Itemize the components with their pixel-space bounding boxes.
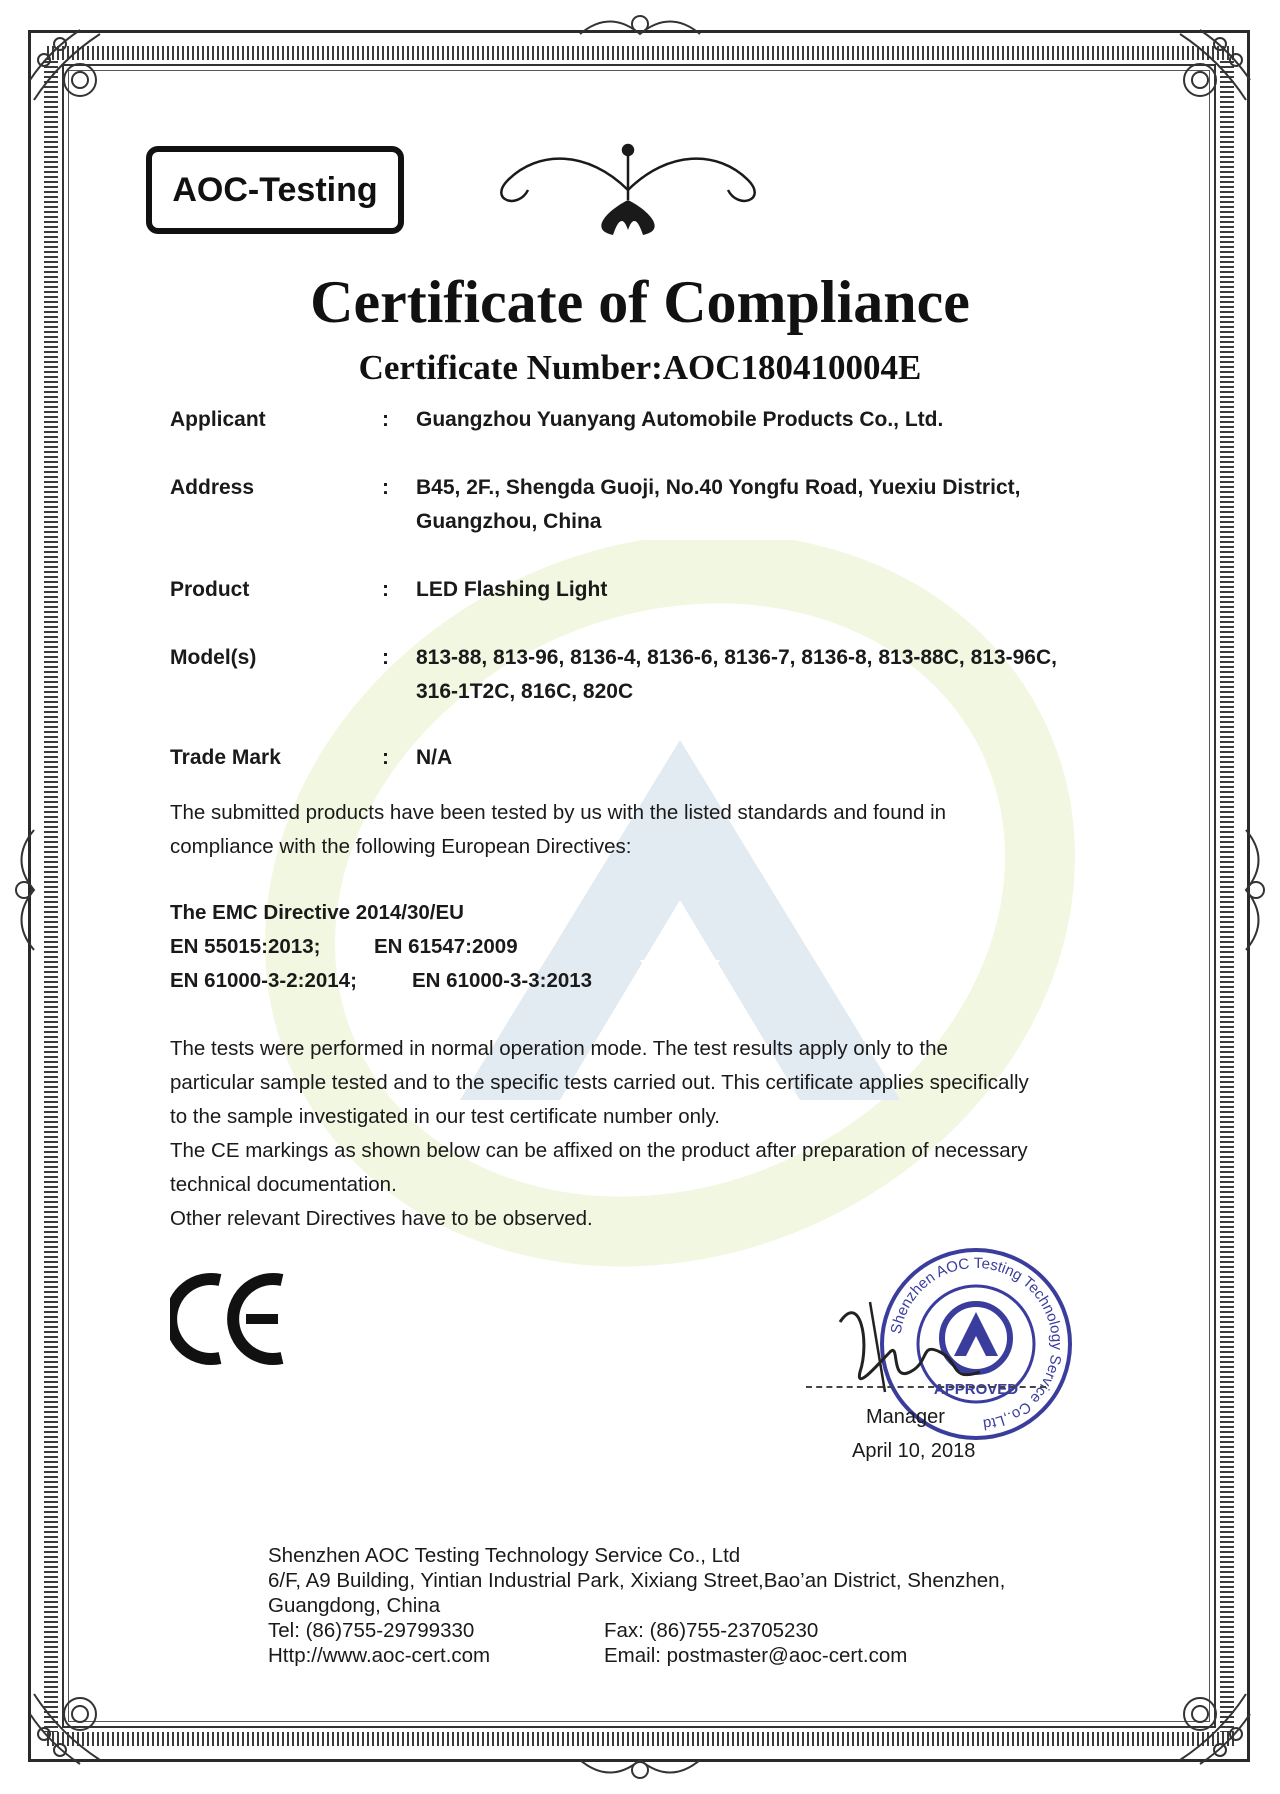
field-value: N/A <box>416 746 453 769</box>
signatory-role: Manager <box>866 1406 945 1428</box>
certificate-number: Certificate Number:AOC180410004E <box>358 348 922 387</box>
standard-en55015: EN 55015:2013; <box>170 935 321 958</box>
corner-ornament-top-left <box>20 20 140 140</box>
signature-line <box>806 1386 1046 1388</box>
field-colon: : <box>382 476 389 499</box>
footer-email-link[interactable]: Email: postmaster@aoc-cert.com <box>604 1644 908 1667</box>
manager-signature <box>830 1282 990 1412</box>
standard-en61000-3-3: EN 61000-3-3:2013 <box>412 969 593 992</box>
field-colon: : <box>382 578 389 601</box>
footer-website-link[interactable]: Http://www.aoc-cert.com <box>268 1644 491 1667</box>
field-label: Applicant <box>170 408 266 431</box>
field-colon: : <box>382 746 389 769</box>
corner-ornament-bottom-left <box>20 1654 140 1774</box>
footer-address-line1: 6/F, A9 Building, Yintian Industrial Park, Xixiang Street,Bao’an District, Shenzhen, <box>268 1569 1006 1592</box>
field-colon: : <box>382 408 389 431</box>
aoc-testing-logo: AOC-Testing <box>146 146 404 234</box>
issue-date: April 10, 2018 <box>852 1440 976 1462</box>
field-label: Model(s) <box>170 646 257 669</box>
edge-ornament-right <box>1226 820 1276 960</box>
standard-en61000-3-2: EN 61000-3-2:2014; <box>170 969 357 992</box>
edge-ornament-top <box>570 4 710 54</box>
footer-company: Shenzhen AOC Testing Technology Service Co., Ltd <box>268 1544 741 1567</box>
field-label: Address <box>170 476 255 499</box>
directive-title: The EMC Directive 2014/30/EU <box>170 901 464 924</box>
field-label: Product <box>170 578 250 601</box>
footer-address-line2: Guangdong, China <box>268 1594 441 1617</box>
field-value: B45, 2F., Shengda Guoji, No.40 Yongfu Road, Yuexiu District, Guangzhou, China <box>416 476 1021 533</box>
footer-tel: Tel: (86)755-29799330 <box>268 1619 475 1642</box>
field-value: LED Flashing Light <box>416 578 608 601</box>
standard-en61547: EN 61547:2009 <box>374 935 518 958</box>
field-colon: : <box>382 646 389 669</box>
svg-text:Shenzhen AOC Testing Technolog: Shenzhen AOC Testing Technology Service Co.,Ltd <box>887 1254 1066 1433</box>
notes-paragraph: The tests were performed in normal operation mode. The test results apply only to the particular sample tested and to the specific tests carried out. This certificate applies specifically to the sample investigated in our test certificate number only. The CE markings as shown below can be affixed on the product after preparation of necessary technical documentation. Other relevant Directives have to be observed. <box>170 1037 1029 1230</box>
field-label: Trade Mark <box>170 746 281 769</box>
ce-mark-icon <box>170 1272 290 1366</box>
corner-ornament-top-right <box>1140 20 1260 140</box>
edge-ornament-bottom <box>570 1740 710 1790</box>
intro-paragraph: The submitted products have been tested by us with the listed standards and found in compliance with the following European Directives: <box>170 801 947 858</box>
svg-text:APPROVED: APPROVED <box>933 1381 1019 1398</box>
corner-ornament-bottom-right <box>1140 1654 1260 1774</box>
footer-fax: Fax: (86)755-23705230 <box>604 1619 819 1642</box>
field-value: Guangzhou Yuanyang Automobile Products Co., Ltd. <box>416 408 944 431</box>
certificate-title: Certificate of Compliance <box>310 269 970 335</box>
edge-ornament-left <box>4 820 54 960</box>
header-flourish-ornament <box>468 140 788 240</box>
field-value: 813-88, 813-96, 8136-4, 8136-6, 8136-7, 8136-8, 813-88C, 813-96C, 316-1T2C, 816C, 820C <box>416 646 1057 703</box>
